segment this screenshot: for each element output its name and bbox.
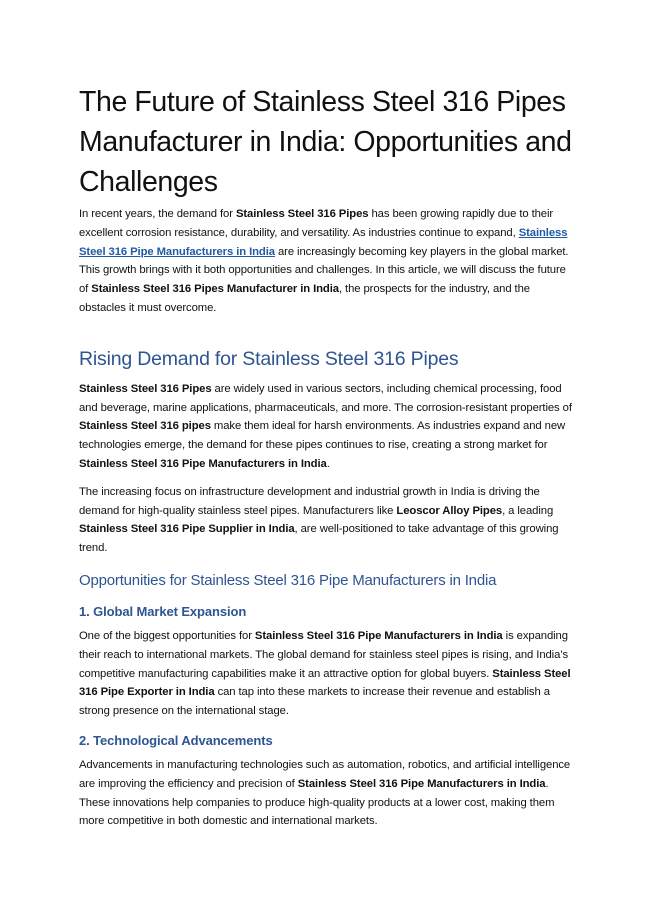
rd1-text-2: make them ideal for harsh environments. As industries expand and new technologies emerge, the demand for these pipes continues to rise, creating a strong market for	[79, 420, 566, 452]
manufacturers-link[interactable]: Stainless Steel 316 Pipe Manufacturers in India	[79, 226, 568, 258]
gm-bold-2: Stainless Steel 316 Pipe Exporter in India	[79, 667, 571, 699]
rd2-text-2: , a leading	[502, 504, 554, 517]
rd2-text-1: The increasing focus on infrastructure development and industrial growth in India is driving the demand for high-quality stainless steel pipes. Manufacturers like	[79, 485, 540, 517]
document-title: The Future of Stainless Steel 316 Pipes Manufacturer in India: Opportunities and Challenges	[79, 86, 572, 198]
intro-text-1: In recent years, the demand for	[79, 208, 236, 220]
intro-text-2: has been growing rapidly due to their excellent corrosion resistance, durability, and versatility. As industries continue to expand,	[79, 208, 554, 239]
rd1-bold-1: Stainless Steel 316 Pipes	[79, 382, 212, 395]
rd1-text-3: .	[326, 457, 330, 470]
subheading-global-market: 1. Global Market Expansion	[79, 603, 247, 619]
gm-text-3: can tap into these markets to increase their revenue and establish a strong presence on the international stage.	[79, 686, 550, 718]
rd2-bold-2: Stainless Steel 316 Pipe Supplier in India	[79, 523, 295, 536]
rd1-bold-2: Stainless Steel 316 pipes	[79, 420, 211, 433]
technological-paragraph	[79, 756, 578, 831]
intro-text-4: , the prospects for the industry, and the obstacles it must overcome.	[79, 283, 530, 314]
rd2-bold-1: Leoscor Alloy Pipes	[396, 504, 503, 517]
rd2-text-3: , are well-positioned to take advantage of this growing trend.	[79, 523, 559, 555]
gm-text-1: One of the biggest opportunities for	[79, 629, 255, 642]
ta-text-1: Advancements in manufacturing technologies such as automation, robotics, and artificial intelligence are improving the efficiency and precision of	[79, 758, 571, 790]
intro-bold-2: Stainless Steel 316 Pipes Manufacturer in India	[91, 283, 339, 296]
ta-text-2: . These innovations help companies to produce high-quality products at a lower cost, making them more competitive in both domestic and international markets.	[79, 777, 555, 828]
rd1-bold-3: Stainless Steel 316 Pipe Manufacturers in India	[79, 457, 327, 470]
ta-bold-1: Stainless Steel 316 Pipe Manufacturers in India	[297, 777, 546, 790]
section-heading-opportunities: Opportunities for Stainless Steel 316 Pipe Manufacturers in India	[79, 571, 497, 589]
rd1-text-1: are widely used in various sectors, including chemical processing, food and beverage, marine applications, pharmaceuticals, and more. The corrosion-resistant properties of	[79, 382, 572, 414]
intro-text-3: are increasingly becoming key players in the global market. This growth brings with it both opportunities and challenges. In this article, we will discuss the future of	[79, 245, 569, 296]
section-heading-rising-demand: Rising Demand for Stainless Steel 316 Pipes	[79, 347, 459, 370]
rising-demand-paragraph-1	[79, 380, 578, 474]
rising-demand-paragraph-2	[79, 483, 578, 558]
subheading-technological: 2. Technological Advancements	[79, 732, 273, 748]
intro-paragraph	[79, 205, 578, 318]
gm-text-2: is expanding their reach to international markets. The global demand for stainless steel pipes is rising, and India’s competitive manufacturing capabilities make it an attractive option for global buyers.	[79, 629, 569, 680]
global-market-paragraph	[79, 627, 578, 721]
intro-bold-1: Stainless Steel 316 Pipes	[235, 208, 369, 220]
gm-bold-1: Stainless Steel 316 Pipe Manufacturers in India	[254, 629, 503, 642]
